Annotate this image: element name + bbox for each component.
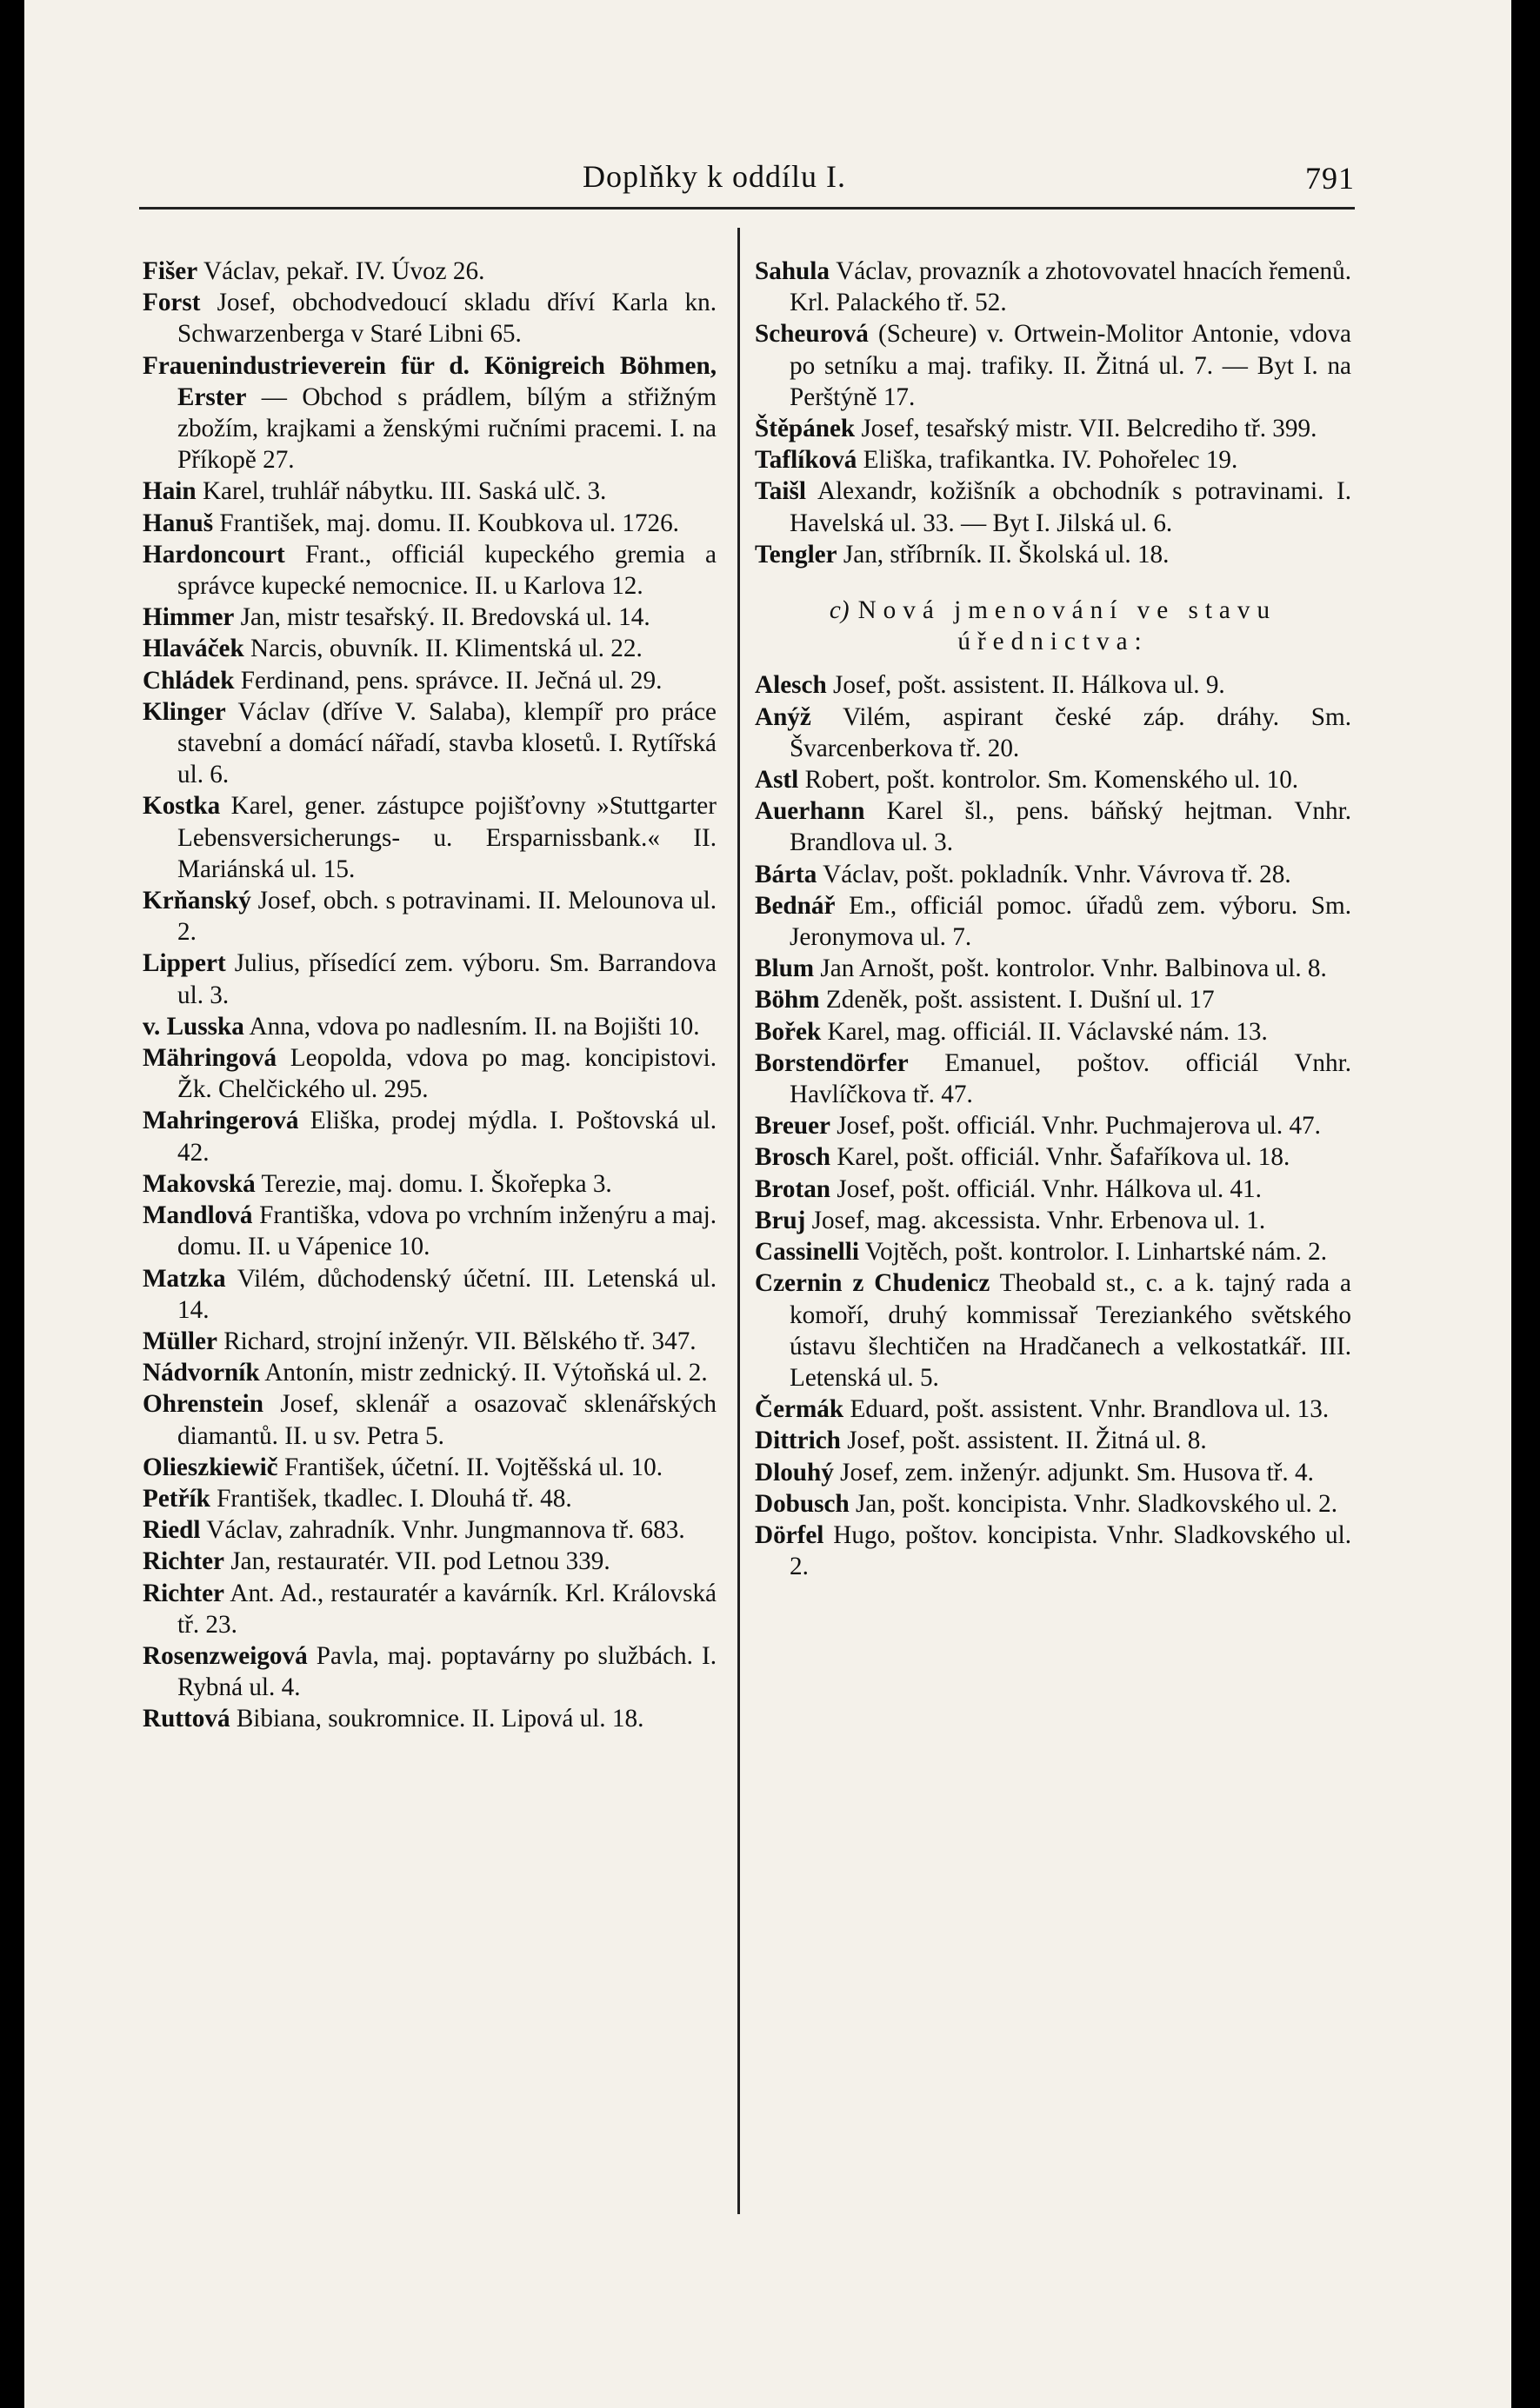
entry-details: Ant. Ad., restauratér a kavárník. Krl. Královská tř. 23.: [177, 1579, 717, 1639]
directory-entry: [143, 476, 717, 507]
entry-details: Josef, mag. akcessista. Vnhr. Erbenova ul. 1.: [805, 1206, 1266, 1234]
entry-details: Richard, strojní inženýr. VII. Bělského tř. 347.: [217, 1327, 697, 1355]
directory-entry: [755, 1174, 1351, 1205]
entry-details: Vilém, důchodenský účetní. III. Letenská ul. 14.: [177, 1264, 717, 1324]
directory-entry: [755, 1425, 1351, 1456]
directory-entry: [143, 885, 717, 948]
entry-details: Zdeněk, pošt. assistent. I. Dušní ul. 17: [819, 986, 1215, 1014]
entry-name: Taišl: [755, 477, 806, 506]
entry-name: Czernin z Chudenicz: [755, 1269, 990, 1298]
directory-entry: [143, 665, 717, 696]
directory-entry: [143, 790, 717, 885]
entry-name: Hanuš: [143, 509, 214, 537]
directory-entry: [755, 859, 1351, 890]
entry-name: Hardoncourt: [143, 540, 285, 569]
entry-name: Ohrenstein: [143, 1390, 263, 1419]
directory-entry: [143, 948, 717, 1010]
entry-name: Riedl: [143, 1516, 201, 1545]
entry-details: Eliška, trafikantka. IV. Pohořelec 19.: [857, 446, 1238, 475]
directory-entry: [755, 1110, 1351, 1141]
directory-entry: [143, 1200, 717, 1262]
directory-entry: [755, 953, 1351, 984]
entry-details: Jan, mistr tesařský. II. Bredovská ul. 14.: [234, 603, 650, 632]
entry-name: Müller: [143, 1327, 217, 1355]
entry-details: Hugo, poštov. koncipista. Vnhr. Sladkovského ul. 2.: [790, 1520, 1351, 1581]
entry-details: Em., officiál pomoc. úřadů zem. výboru. Sm. Jeronymova ul. 7.: [790, 891, 1351, 952]
entry-details: Theobald st., c. a k. tajný rada a komoří, druhý kommissař Tereziankého světského ústavu šlechtičen na Hradčanech a velkostatkář. III. Letenská ul. 5.: [790, 1269, 1351, 1392]
header-rule: [139, 207, 1355, 210]
entry-details: Josef, sklenář a osazovač sklenářských diamantů. II. u sv. Petra 5.: [177, 1390, 717, 1450]
entry-details: Emanuel, poštov. officiál Vnhr. Havlíčkova tř. 47.: [790, 1048, 1351, 1109]
entry-name: Bruj: [755, 1206, 806, 1234]
entry-details: Jan, restauratér. VII. pod Letnou 339.: [224, 1547, 610, 1576]
directory-entry: [755, 1267, 1351, 1394]
entry-name: Auerhann: [755, 797, 865, 826]
entry-details: Pavla, maj. poptavárny po službách. I. Rybná ul. 4.: [177, 1641, 717, 1702]
entry-details: Julius, přísedící zem. výboru. Sm. Barrandova ul. 3.: [177, 949, 717, 1009]
right-column-entries-bottom: [755, 669, 1351, 1582]
entry-name: Hlaváček: [143, 635, 244, 663]
directory-entry: [755, 476, 1351, 538]
entry-name: Blum: [755, 955, 815, 983]
directory-entry: [143, 287, 717, 349]
entry-name: Štěpánek: [755, 415, 856, 443]
entry-name: Fišer: [143, 257, 198, 285]
directory-entry: [143, 1703, 717, 1734]
right-column: [755, 256, 1351, 1582]
entry-name: Breuer: [755, 1112, 830, 1141]
entry-name: Tengler: [755, 540, 837, 569]
entry-name: Anýž: [755, 702, 811, 731]
entry-name: Chládek: [143, 666, 235, 695]
entry-details: Karel, truhlář nábytku. III. Saská ulč. 3.: [196, 477, 607, 506]
entry-details: (Scheure) v. Ortwein-Molitor Antonie, vdova po setníku a maj. trafiky. II. Žitná ul. 7. — Byt I. na Perštýně 17.: [790, 320, 1351, 411]
entry-details: Eliška, prodej mýdla. I. Poštovská ul. 42.: [177, 1107, 717, 1167]
entry-details: Josef, pošt. assistent. II. Hálkova ul. 9.: [826, 671, 1225, 700]
entry-details: František, účetní. II. Vojtěšská ul. 10.: [277, 1453, 663, 1481]
entry-details: Frant., officiál kupeckého gremia a správce kupecké nemocnice. II. u Karlova 12.: [177, 540, 717, 601]
directory-entry: [143, 1388, 717, 1451]
entry-name: Bárta: [755, 860, 817, 888]
directory-entry: [755, 1016, 1351, 1048]
directory-entry: [755, 890, 1351, 953]
entry-name: Richter: [143, 1547, 225, 1576]
entry-details: Anna, vdova po nadlesním. II. na Bojišti 10.: [243, 1012, 700, 1041]
entry-name: Borstendörfer: [755, 1048, 909, 1077]
entry-details: Josef, zem. inženýr. adjunkt. Sm. Husova tř. 4.: [833, 1458, 1314, 1487]
entry-name: Himmer: [143, 603, 235, 632]
directory-entry: [143, 602, 717, 633]
entry-details: Antonín, mistr zednický. II. Výtoňská ul. 2.: [259, 1359, 708, 1387]
entry-name: Frauenindustrieverein für d. Königreich Böhmen, Erster: [143, 351, 717, 411]
entry-name: Rosenzweigová: [143, 1641, 308, 1670]
directory-entry: [143, 1578, 717, 1640]
entry-name: Mandlová: [143, 1201, 253, 1230]
entry-details: Jan, pošt. koncipista. Vnhr. Sladkovského ul. 2.: [849, 1489, 1337, 1518]
entry-details: Václav, zahradník. Vnhr. Jungmannova tř. 683.: [200, 1516, 685, 1545]
directory-entry: [143, 539, 717, 602]
running-title: Doplňky k oddílu I.: [583, 159, 846, 194]
entry-name: Cassinelli: [755, 1238, 860, 1267]
entry-details: Josef, pošt. assistent. II. Žitná ul. 8.: [840, 1427, 1207, 1455]
directory-entry: [755, 764, 1351, 795]
section-letter: c): [829, 596, 850, 625]
entry-name: v. Lusska: [143, 1012, 244, 1041]
directory-entry: [143, 633, 717, 664]
column-rule: [737, 228, 740, 2214]
entry-details: Alexandr, kožišník a obchodník s potravinami. I. Havelská ul. 33. — Byt I. Jilská ul. 6.: [790, 477, 1351, 537]
entry-details: Václav, provazník a zhotovovatel hnacích řemenů. Krl. Palackého tř. 52.: [790, 257, 1351, 317]
entry-name: Astl: [755, 766, 799, 795]
entry-details: Václav, pošt. pokladník. Vnhr. Vávrova tř. 28.: [817, 860, 1291, 888]
entry-name: Alesch: [755, 671, 827, 700]
entry-name: Lippert: [143, 949, 226, 978]
directory-entry: [143, 1514, 717, 1546]
entry-details: Josef, tesařský mistr. VII. Belcrediho tř. 399.: [855, 415, 1317, 443]
entry-details: František, maj. domu. II. Koubkova ul. 1726.: [213, 509, 679, 537]
entry-details: Vojtěch, pošt. kontrolor. I. Linhartské nám. 2.: [859, 1238, 1328, 1267]
directory-entry: [755, 444, 1351, 476]
directory-entry: [755, 1394, 1351, 1425]
entry-name: Ruttová: [143, 1705, 230, 1733]
entry-details: Václav (dříve V. Salaba), klempíř pro práce stavební a domácí nářadí, stavba klosetů. I. Rytířská ul. 6.: [177, 697, 717, 789]
entry-name: Matzka: [143, 1264, 226, 1293]
directory-entry: [755, 669, 1351, 701]
entry-details: Narcis, obuvník. II. Klimentská ul. 22.: [243, 635, 643, 663]
entry-name: Petřík: [143, 1484, 210, 1513]
directory-entry: [143, 1011, 717, 1042]
entry-details: František, tkadlec. I. Dlouhá tř. 48.: [210, 1484, 572, 1513]
entry-name: Olieszkiewič: [143, 1453, 278, 1481]
directory-entry: [143, 1452, 717, 1483]
entry-name: Scheurová: [755, 320, 869, 349]
entry-details: Terezie, maj. domu. I. Škořepka 3.: [255, 1169, 612, 1198]
directory-entry: [143, 1042, 717, 1105]
entry-name: Makovská: [143, 1169, 256, 1198]
left-column: [143, 256, 717, 1735]
entry-name: Dobusch: [755, 1489, 850, 1518]
directory-entry: [143, 1546, 717, 1577]
directory-entry: [755, 1236, 1351, 1267]
section-title: Nová jmenování ve stavu úřednictva:: [857, 596, 1277, 656]
entry-details: Karel, mag. officiál. II. Václavské nám. 13.: [821, 1017, 1268, 1046]
directory-entry: [143, 1326, 717, 1357]
entry-details: Josef, obch. s potravinami. II. Melounova ul. 2.: [177, 887, 717, 947]
entry-name: Brosch: [755, 1143, 831, 1172]
entry-details: Jan, stříbrník. II. Školská ul. 18.: [837, 540, 1170, 569]
entry-name: Forst: [143, 289, 201, 317]
directory-entry: [143, 1640, 717, 1703]
entry-name: Sahula: [755, 257, 830, 285]
entry-name: Hain: [143, 477, 197, 506]
entry-details: Vilém, aspirant české záp. dráhy. Sm. Švarcenberkova tř. 20.: [790, 702, 1351, 762]
entry-details: Bibiana, soukromnice. II. Lipová ul. 18.: [230, 1705, 644, 1733]
page-header: [139, 155, 1355, 207]
directory-entry: [143, 256, 717, 287]
entry-name: Dörfel: [755, 1520, 824, 1549]
entry-details: Jan Arnošt, pošt. kontrolor. Vnhr. Balbinova ul. 8.: [814, 955, 1327, 983]
directory-entry: [143, 696, 717, 791]
directory-entry: [755, 1488, 1351, 1520]
entry-name: Taflíková: [755, 446, 857, 475]
directory-entry: [143, 508, 717, 539]
entry-details: Leopolda, vdova po mag. koncipistovi. Žk. Chelčického ul. 295.: [177, 1044, 717, 1104]
directory-entry: [755, 1048, 1351, 1110]
directory-entry: [755, 702, 1351, 764]
directory-entry: [143, 1483, 717, 1514]
directory-entry: [755, 1457, 1351, 1488]
entry-name: Kostka: [143, 792, 221, 821]
entry-details: Václav, pekař. IV. Úvoz 26.: [197, 257, 485, 285]
directory-entry: [143, 350, 717, 476]
directory-entry: [755, 256, 1351, 318]
entry-name: Bořek: [755, 1017, 822, 1046]
entry-details: Robert, pošt. kontrolor. Sm. Komenského ul. 10.: [798, 766, 1299, 795]
entry-details: Ferdinand, pens. správce. II. Ječná ul. 29.: [234, 666, 663, 695]
directory-entry: [143, 1105, 717, 1167]
entry-name: Dittrich: [755, 1427, 841, 1455]
entry-name: Richter: [143, 1579, 225, 1607]
entry-details: Eduard, pošt. assistent. Vnhr. Brandlova ul. 13.: [843, 1395, 1330, 1424]
entry-name: Krňanský: [143, 887, 251, 915]
directory-entry: [143, 1357, 717, 1388]
entry-name: Čermák: [755, 1395, 844, 1424]
directory-entry: [755, 1520, 1351, 1582]
directory-entry: [755, 1141, 1351, 1173]
entry-details: Josef, pošt. officiál. Vnhr. Puchmajerova ul. 47.: [830, 1112, 1321, 1141]
entry-name: Bednář: [755, 891, 836, 920]
entry-details: Josef, pošt. officiál. Vnhr. Hálkova ul. 41.: [830, 1174, 1262, 1203]
entry-details: — Obchod s prádlem, bílým a střižným zbožím, krajkami a ženskými ručními pracemi. I. na Příkopě 27.: [177, 382, 717, 475]
directory-entry: [755, 795, 1351, 858]
entry-name: Nádvorník: [143, 1359, 260, 1387]
directory-entry: [755, 1205, 1351, 1236]
entry-details: Karel, gener. zástupce pojišťovny »Stuttgarter Lebensversicherungs- u. Ersparnissbank.« II. Mariánská ul. 15.: [177, 792, 717, 883]
directory-entry: [755, 318, 1351, 413]
section-heading: [755, 595, 1351, 657]
directory-entry: [143, 1263, 717, 1326]
right-column-entries-top: [755, 256, 1351, 570]
page-number: 791: [1305, 161, 1355, 196]
entry-name: Dlouhý: [755, 1458, 834, 1487]
entry-name: Böhm: [755, 986, 820, 1014]
entry-details: Františka, vdova po vrchním inženýru a maj. domu. II. u Vápenice 10.: [177, 1201, 717, 1261]
directory-entry: [755, 539, 1351, 570]
entry-details: Karel, pošt. officiál. Vnhr. Šafaříkova ul. 18.: [830, 1143, 1290, 1172]
entry-name: Mähringová: [143, 1044, 277, 1073]
entry-details: Karel šl., pens. báňský hejtman. Vnhr. Brandlova ul. 3.: [790, 797, 1351, 857]
entry-name: Klinger: [143, 697, 226, 726]
directory-entry: [755, 984, 1351, 1015]
directory-entry: [143, 1168, 717, 1200]
entry-details: Josef, obchodvedoucí skladu dříví Karla kn. Schwarzenberga v Staré Libni 65.: [177, 289, 717, 349]
entry-name: Brotan: [755, 1174, 831, 1203]
entry-name: Mahringerová: [143, 1107, 299, 1135]
directory-entry: [755, 413, 1351, 444]
